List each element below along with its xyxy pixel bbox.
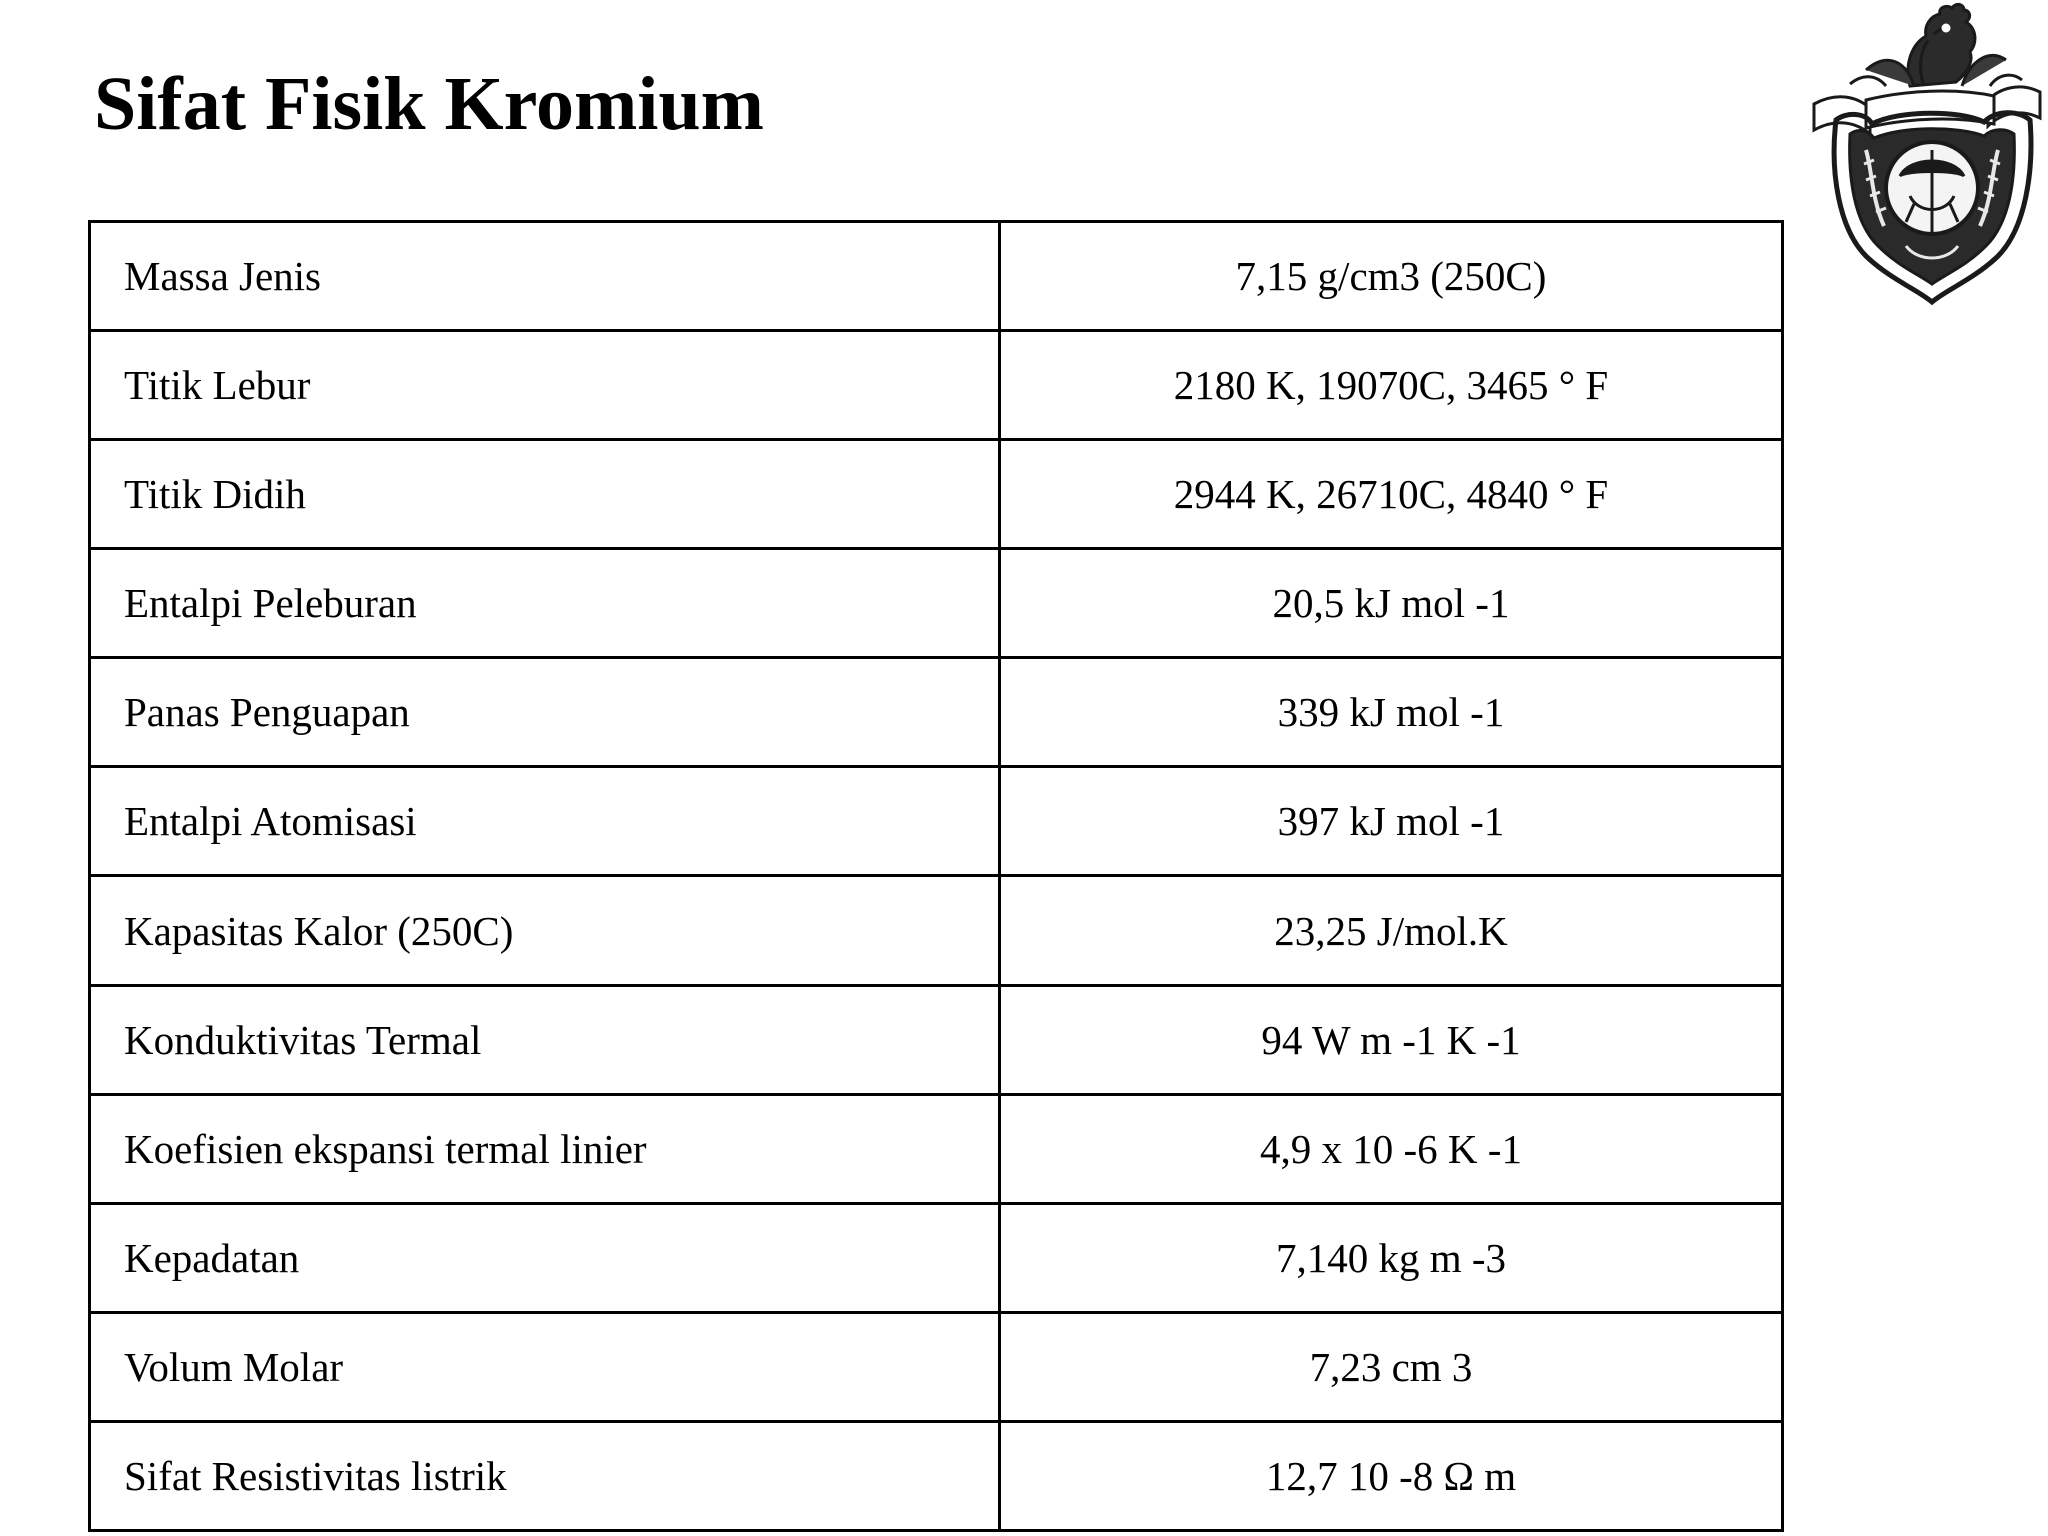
property-name: Titik Lebur [90, 331, 1000, 440]
property-value: 23,25 J/mol.K [1000, 876, 1783, 985]
property-name: Entalpi Peleburan [90, 549, 1000, 658]
property-value: 94 W m -1 K -1 [1000, 985, 1783, 1094]
table-row [90, 767, 1783, 876]
table-row [90, 222, 1783, 331]
university-crest-icon [1806, 0, 2048, 310]
property-name: Kapasitas Kalor (250C) [90, 876, 1000, 985]
property-value: 7,140 kg m -3 [1000, 1203, 1783, 1312]
properties-table [88, 220, 1784, 1532]
table-row [90, 1312, 1783, 1421]
table-row [90, 331, 1783, 440]
table-row [90, 876, 1783, 985]
property-name: Entalpi Atomisasi [90, 767, 1000, 876]
property-value: 2180 K, 19070C, 3465 ° F [1000, 331, 1783, 440]
property-name: Titik Didih [90, 440, 1000, 549]
slide-title: Sifat Fisik Kromium [94, 62, 764, 146]
table-row [90, 1421, 1783, 1530]
table-row [90, 1203, 1783, 1312]
table-row [90, 658, 1783, 767]
property-value: 20,5 kJ mol -1 [1000, 549, 1783, 658]
property-name: Panas Penguapan [90, 658, 1000, 767]
property-name: Kepadatan [90, 1203, 1000, 1312]
table-row [90, 1094, 1783, 1203]
property-value: 7,23 cm 3 [1000, 1312, 1783, 1421]
property-name: Sifat Resistivitas listrik [90, 1421, 1000, 1530]
property-name: Volum Molar [90, 1312, 1000, 1421]
property-name: Koefisien ekspansi termal linier [90, 1094, 1000, 1203]
property-value: 397 kJ mol -1 [1000, 767, 1783, 876]
property-value: 7,15 g/cm3 (250C) [1000, 222, 1783, 331]
property-name: Massa Jenis [90, 222, 1000, 331]
table-row [90, 549, 1783, 658]
property-value: 2944 K, 26710C, 4840 ° F [1000, 440, 1783, 549]
property-value: 12,7 10 -8 Ω m [1000, 1421, 1783, 1530]
table-row [90, 440, 1783, 549]
table-row [90, 985, 1783, 1094]
property-value: 4,9 x 10 -6 K -1 [1000, 1094, 1783, 1203]
property-name: Konduktivitas Termal [90, 985, 1000, 1094]
property-value: 339 kJ mol -1 [1000, 658, 1783, 767]
